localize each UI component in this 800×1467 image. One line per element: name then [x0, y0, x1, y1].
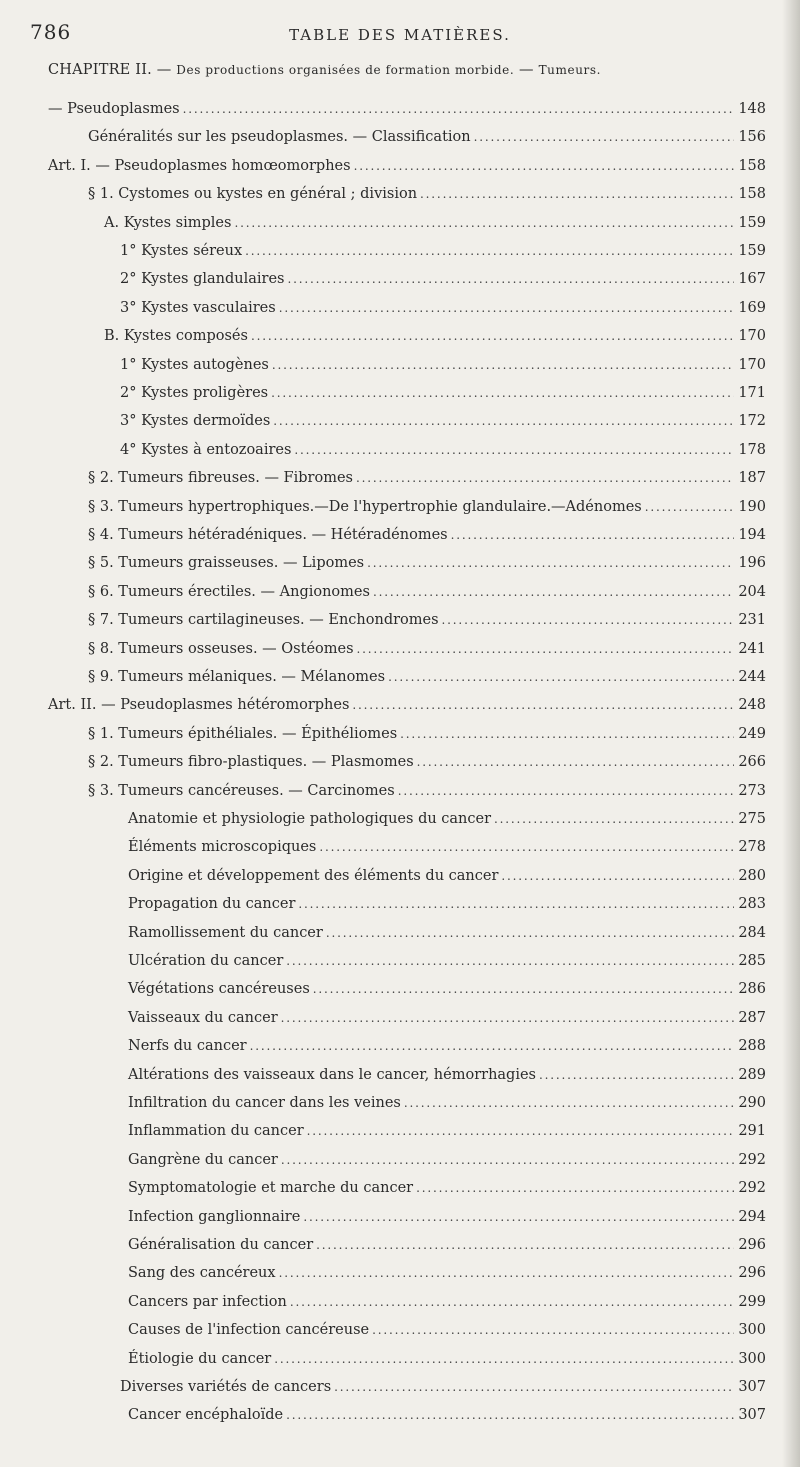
toc-entry-page: 167: [738, 271, 766, 288]
leader-dots: [234, 212, 734, 234]
toc-entry: [104, 212, 766, 234]
toc-entry-page: 296: [738, 1237, 766, 1253]
toc-entry: [104, 325, 766, 347]
leader-dots: [183, 98, 734, 120]
running-title: TABLE DES MATIÈRES.: [289, 26, 511, 44]
toc-entry-page: 283: [738, 896, 766, 913]
leader-dots: [420, 183, 734, 205]
toc-entry: [128, 893, 766, 915]
toc-entry-page: 289: [738, 1066, 766, 1083]
toc-entry-label: § 2. Tumeurs fibro-plastiques. — Plasmomes: [88, 754, 414, 771]
toc-entry-page: 248: [738, 697, 766, 714]
leader-dots: [326, 922, 734, 944]
leader-dots: [645, 496, 734, 518]
toc-entry-page: 241: [738, 640, 766, 657]
toc-entry-label: A. Kystes simples: [104, 214, 232, 231]
toc-entry-label: 2° Kystes glandulaires: [120, 271, 285, 288]
toc-entry-page: 299: [738, 1293, 766, 1310]
toc-entry-label: Propagation du cancer: [128, 896, 296, 913]
toc-entry: [120, 268, 766, 290]
toc-entry-label: Sang des cancéreux: [128, 1265, 276, 1282]
toc-entry: [88, 666, 766, 688]
toc-entry-page: 169: [738, 299, 766, 316]
toc-entry-label: Anatomie et physiologie pathologiques du cancer: [128, 811, 492, 827]
leader-dots: [373, 581, 734, 603]
toc-entry-label: Art. II. — Pseudoplasmes hétéromorphes: [48, 697, 350, 714]
chapter-subtitle: Tumeurs.: [538, 63, 602, 77]
toc-entry: [128, 1092, 766, 1114]
chapter-title: Des productions organisées de formation morbide.: [176, 63, 515, 77]
toc-entry-label: — Pseudoplasmes: [48, 101, 180, 117]
toc-entry: [48, 98, 766, 120]
toc-entry-page: 244: [738, 669, 766, 685]
toc-entry-label: § 2. Tumeurs fibreuses. — Fibromes: [88, 470, 353, 487]
toc-entry: [120, 439, 766, 461]
toc-entry-page: 278: [738, 839, 766, 856]
toc-entry-label: Généralisation du cancer: [128, 1237, 314, 1253]
toc-entry: [88, 524, 766, 546]
toc-entry-page: 187: [738, 470, 766, 487]
toc-entry-page: 266: [738, 754, 766, 771]
page-number: 786: [30, 20, 72, 44]
leader-dots: [290, 1291, 734, 1313]
toc-entry: [88, 496, 766, 518]
toc-entry-page: 190: [738, 498, 766, 515]
toc-entry: [120, 297, 766, 319]
toc-entry: [128, 1348, 766, 1370]
toc-entry-page: 159: [738, 243, 766, 259]
toc-entry-label: Altérations des vaisseaux dans le cancer, hémorrhagies: [128, 1066, 536, 1083]
toc-entry-label: Art. I. — Pseudoplasmes homœomorphes: [48, 157, 351, 174]
toc-entry-page: 148: [738, 101, 766, 117]
toc-entry-page: 284: [738, 924, 766, 941]
leader-dots: [334, 1376, 734, 1398]
toc-entry-label: 4° Kystes à entozoaires: [120, 441, 292, 458]
leader-dots: [398, 780, 734, 802]
toc-entry-page: 294: [738, 1208, 766, 1225]
toc-entry-label: § 1. Tumeurs épithéliales. — Épithéliomes: [88, 725, 398, 742]
leader-dots: [281, 1149, 734, 1171]
toc-entry: [120, 410, 766, 432]
leader-dots: [417, 751, 734, 773]
toc-entry-page: 300: [738, 1322, 766, 1339]
toc-entry-page: 286: [738, 981, 766, 998]
toc-entry: [120, 354, 766, 376]
leader-dots: [245, 240, 734, 262]
toc-entry: [128, 1064, 766, 1086]
toc-entry: [128, 1007, 766, 1029]
leader-dots: [494, 808, 734, 830]
leader-dots: [501, 865, 734, 887]
toc-entry-page: 170: [738, 356, 766, 373]
toc-entry-label: Infection ganglionnaire: [128, 1208, 301, 1225]
toc-entry: [128, 1404, 766, 1426]
toc-entry-page: 290: [738, 1095, 766, 1111]
toc-entry-label: § 1. Cystomes ou kystes en général ; division: [88, 186, 418, 203]
toc-entry: [128, 922, 766, 944]
leader-dots: [303, 1206, 734, 1228]
toc-entry: [128, 1177, 766, 1199]
toc-entry: [128, 1291, 766, 1313]
toc-entry-label: § 3. Tumeurs cancéreuses. — Carcinomes: [88, 782, 395, 799]
toc-entry-label: Cancers par infection: [128, 1293, 287, 1310]
leader-dots: [539, 1064, 734, 1086]
toc-entry: [128, 1035, 766, 1057]
toc-entry-label: Étiologie du cancer: [128, 1350, 272, 1367]
toc-entry-page: 296: [738, 1265, 766, 1282]
toc-entry-label: Inflammation du cancer: [128, 1123, 304, 1140]
toc-entry-label: § 4. Tumeurs hétéradéniques. — Hétéradénomes: [88, 527, 448, 543]
leader-dots: [416, 1177, 734, 1199]
leader-dots: [286, 950, 734, 972]
toc-entry: [48, 155, 766, 177]
toc-entry-label: Éléments microscopiques: [128, 839, 317, 856]
toc-entry-label: Symptomatologie et marche du cancer: [128, 1180, 414, 1197]
toc-entry-page: 275: [738, 811, 766, 827]
toc-entry: [88, 751, 766, 773]
toc-entry-page: 178: [738, 441, 766, 458]
toc-entry-page: 291: [738, 1123, 766, 1140]
leader-dots: [404, 1092, 734, 1114]
toc-entry-page: 170: [738, 328, 766, 345]
leader-dots: [273, 410, 734, 432]
toc-entry-label: Ulcération du cancer: [128, 953, 284, 969]
toc-entry: [120, 240, 766, 262]
toc-entry-page: 249: [738, 725, 766, 742]
leader-dots: [372, 1319, 734, 1341]
toc-entry-label: Cancer encéphaloïde: [128, 1407, 284, 1424]
toc-entry: [128, 836, 766, 858]
toc-entry: [128, 1120, 766, 1142]
toc-entry-page: 196: [738, 555, 766, 572]
toc-entry-page: 159: [738, 214, 766, 231]
toc-entry-label: 1° Kystes séreux: [120, 243, 243, 259]
toc-entry-label: § 7. Tumeurs cartilagineuses. — Enchondromes: [88, 612, 439, 629]
toc-entry-page: 156: [738, 129, 766, 146]
toc-entry-page: 231: [738, 612, 766, 629]
toc-entry-label: Diverses variétés de cancers: [120, 1379, 332, 1395]
leader-dots: [279, 297, 734, 319]
toc-entry: [88, 183, 766, 205]
toc-entry: [128, 1206, 766, 1228]
leader-dots: [307, 1120, 734, 1142]
toc-entry-page: 285: [738, 953, 766, 969]
toc-entry-label: § 3. Tumeurs hypertrophiques.—De l'hypertrophie glandulaire.—Adénomes: [88, 498, 642, 515]
toc-entry: [128, 1234, 766, 1256]
toc-entry-label: 3° Kystes dermoïdes: [120, 413, 271, 430]
toc-entry: [128, 1262, 766, 1284]
toc-entry-label: § 6. Tumeurs érectiles. — Angionomes: [88, 583, 370, 600]
leader-dots: [354, 155, 734, 177]
leader-dots: [250, 1035, 734, 1057]
toc-entry-label: Ramollissement du cancer: [128, 924, 323, 941]
toc-entry-label: Infiltration du cancer dans les veines: [128, 1095, 401, 1111]
chapter-prefix: CHAPITRE II. —: [48, 62, 177, 78]
toc-entry-label: Gangrène du cancer: [128, 1151, 278, 1168]
leader-dots: [356, 467, 734, 489]
toc-entry: [48, 694, 766, 716]
toc-entry: [88, 581, 766, 603]
leader-dots: [281, 1007, 734, 1029]
toc-entry-page: 204: [738, 583, 766, 600]
toc-entry-page: 171: [738, 385, 766, 401]
toc-entry-label: 2° Kystes proligères: [120, 385, 269, 401]
toc-entry-page: 288: [738, 1038, 766, 1055]
toc-entry-page: 280: [738, 867, 766, 884]
page-edge-shadow: [782, 0, 800, 1467]
leader-dots: [286, 1404, 734, 1426]
toc-entry: [88, 780, 766, 802]
leader-dots: [298, 893, 734, 915]
toc-entry-page: 194: [738, 527, 766, 543]
toc-entry-page: 300: [738, 1350, 766, 1367]
toc-entry-label: § 5. Tumeurs graisseuses. — Lipomes: [88, 555, 365, 572]
toc-entry-page: 172: [738, 413, 766, 430]
toc-entry: [128, 865, 766, 887]
toc-entry-label: Nerfs du cancer: [128, 1038, 247, 1055]
toc-entry-label: 1° Kystes autogènes: [120, 356, 269, 373]
toc-entry: [88, 609, 766, 631]
leader-dots: [319, 836, 734, 858]
leader-dots: [294, 439, 734, 461]
toc-entry-page: 292: [738, 1151, 766, 1168]
toc-entry-label: Vaisseaux du cancer: [128, 1009, 278, 1026]
toc-entry-label: Généralités sur les pseudoplasmes. — Classification: [88, 129, 471, 146]
page-header: [30, 20, 770, 52]
leader-dots: [274, 1348, 734, 1370]
toc-entry: [88, 467, 766, 489]
leader-dots: [451, 524, 734, 546]
leader-dots: [272, 354, 734, 376]
leader-dots: [400, 723, 734, 745]
leader-dots: [367, 552, 734, 574]
toc-entry: [120, 382, 766, 404]
leader-dots: [357, 638, 734, 660]
chapter-separator: —: [514, 62, 539, 78]
toc-entry-page: 307: [738, 1379, 766, 1395]
toc-entry: [128, 808, 766, 830]
toc-entry-page: 273: [738, 782, 766, 799]
toc-entry-page: 158: [738, 157, 766, 174]
toc-entry-label: § 9. Tumeurs mélaniques. — Mélanomes: [88, 669, 386, 685]
toc-entry-label: B. Kystes composés: [104, 328, 248, 345]
leader-dots: [316, 1234, 734, 1256]
toc-entry: [88, 552, 766, 574]
toc-entry-label: § 8. Tumeurs osseuses. — Ostéomes: [88, 640, 354, 657]
toc-entry-label: 3° Kystes vasculaires: [120, 299, 276, 316]
toc-entry: [128, 1149, 766, 1171]
leader-dots: [251, 325, 734, 347]
toc-entry-label: Végétations cancéreuses: [128, 981, 310, 998]
toc-entry-page: 307: [738, 1407, 766, 1424]
leader-dots: [474, 126, 734, 148]
leader-dots: [313, 978, 734, 1000]
leader-dots: [271, 382, 734, 404]
toc-entry: [88, 126, 766, 148]
leader-dots: [287, 268, 734, 290]
toc-entry: [128, 978, 766, 1000]
leader-dots: [352, 694, 734, 716]
chapter-heading: [48, 62, 768, 78]
toc-entry: [88, 723, 766, 745]
toc-entry-page: 158: [738, 186, 766, 203]
toc-entry-page: 292: [738, 1180, 766, 1197]
toc-entry-page: 287: [738, 1009, 766, 1026]
leader-dots: [279, 1262, 734, 1284]
toc-entry: [88, 638, 766, 660]
toc-entry-label: Causes de l'infection cancéreuse: [128, 1322, 370, 1339]
toc-entry: [128, 950, 766, 972]
toc-entry-label: Origine et développement des éléments du cancer: [128, 867, 499, 884]
toc-entry: [128, 1319, 766, 1341]
leader-dots: [388, 666, 734, 688]
leader-dots: [442, 609, 734, 631]
toc-entry: [120, 1376, 766, 1398]
